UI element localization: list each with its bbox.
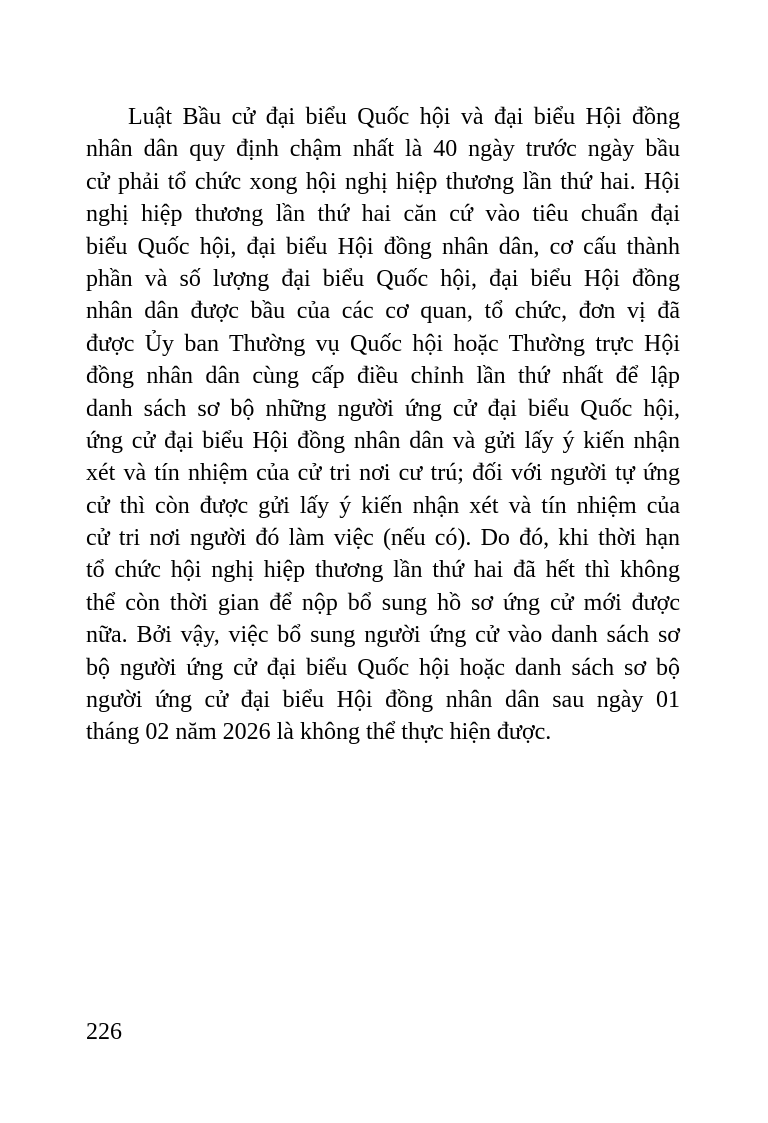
text-line: nhân dân quy định chậm nhất là 40 ngày trước ngày bầu — [86, 136, 680, 163]
text-line: xét và tín nhiệm của cử tri nơi cư trú; đối với người tự ứng — [86, 460, 680, 487]
text-line: được Ủy ban Thường vụ Quốc hội hoặc Thường trực Hội — [86, 330, 680, 357]
text-line: cử thì còn được gửi lấy ý kiến nhận xét và tín nhiệm của — [86, 492, 680, 519]
text-line: Luật Bầu cử đại biểu Quốc hội và đại biểu Hội đồng — [128, 104, 680, 130]
text-line: biểu Quốc hội, đại biểu Hội đồng nhân dân, cơ cấu thành — [86, 233, 680, 260]
text-line: ứng cử đại biểu Hội đồng nhân dân và gửi lấy ý kiến nhận — [86, 427, 680, 454]
text-line: người ứng cử đại biểu Hội đồng nhân dân sau ngày 01 — [86, 687, 680, 714]
text-line: thể còn thời gian để nộp bổ sung hồ sơ ứng cử mới được — [86, 589, 680, 616]
text-line: cử phải tổ chức xong hội nghị hiệp thương lần thứ hai. Hội — [86, 168, 680, 195]
text-line: nhân dân được bầu của các cơ quan, tổ chức, đơn vị đã — [86, 298, 680, 325]
text-line: phần và số lượng đại biểu Quốc hội, đại biểu Hội đồng — [86, 265, 680, 292]
text-line: bộ người ứng cử đại biểu Quốc hội hoặc danh sách sơ bộ — [86, 654, 680, 681]
text-line: tổ chức hội nghị hiệp thương lần thứ hai đã hết thì không — [86, 557, 680, 584]
body-paragraph — [86, 101, 680, 749]
text-line: cử tri nơi người đó làm việc (nếu có). Do đó, khi thời hạn — [86, 525, 680, 552]
text-line: đồng nhân dân cùng cấp điều chỉnh lần thứ nhất để lập — [86, 363, 680, 390]
page-number: 226 — [86, 1019, 122, 1045]
text-line: tháng 02 năm 2026 là không thể thực hiện được. — [86, 719, 552, 746]
text-line: nữa. Bởi vậy, việc bổ sung người ứng cử vào danh sách sơ — [86, 622, 680, 649]
text-line: danh sách sơ bộ những người ứng cử đại biểu Quốc hội, — [86, 395, 680, 422]
text-line: nghị hiệp thương lần thứ hai căn cứ vào tiêu chuẩn đại — [86, 201, 680, 228]
